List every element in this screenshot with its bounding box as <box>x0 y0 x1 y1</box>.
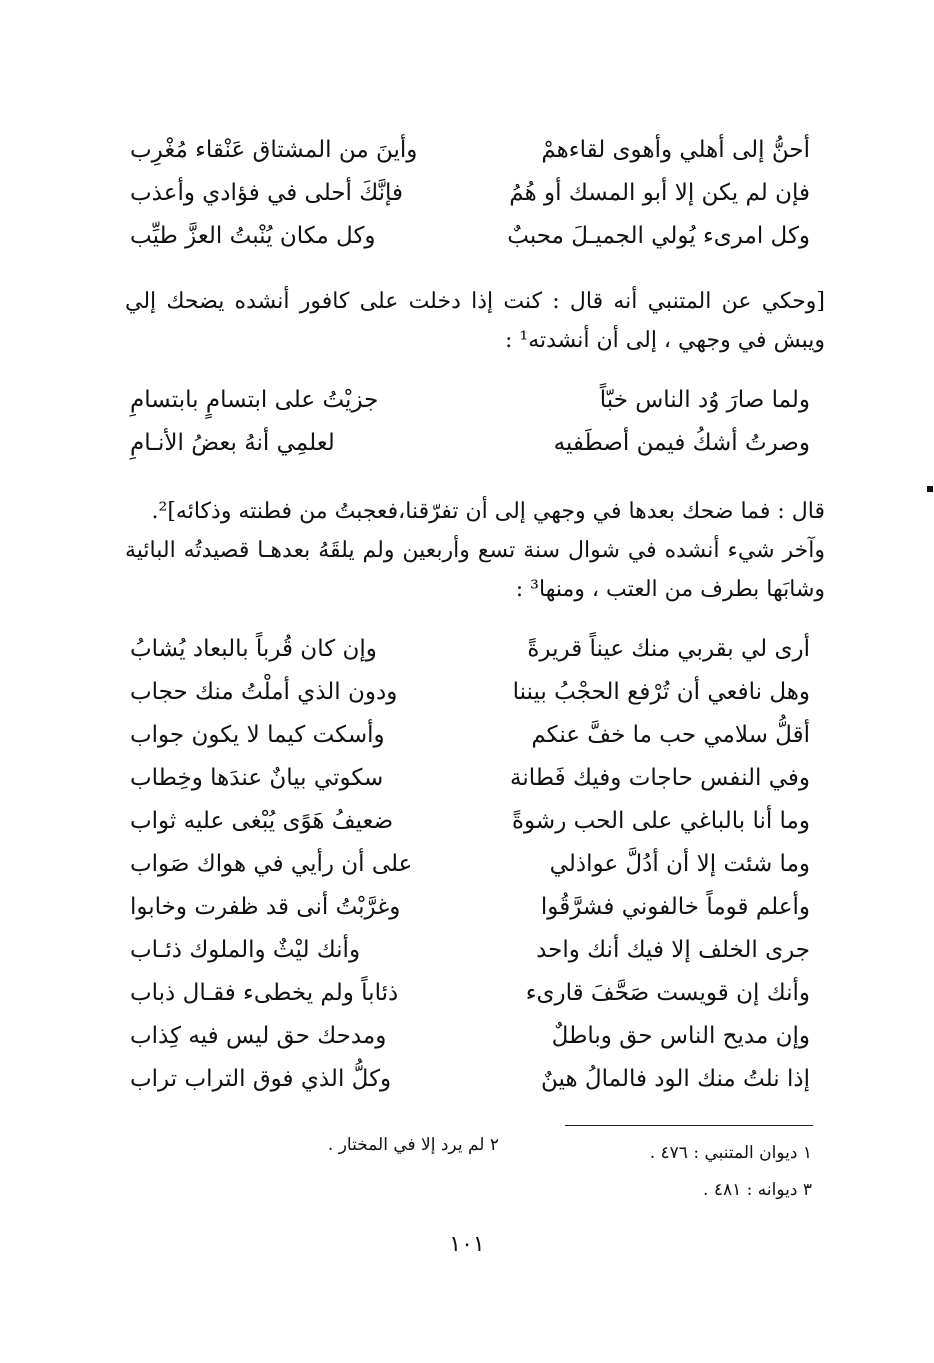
verse-second-hemistich: جزيْتُ على ابتسامٍ بابتسامِ <box>130 386 379 413</box>
verse-second-hemistich: وإن كان قُرباً بالبعاد يُشابُ <box>130 635 377 662</box>
verse-first-hemistich: وأنك إن قويست صَحَّفَ قارىء <box>525 979 810 1006</box>
verse-first-hemistich: وفي النفس حاجات وفيك فَطانة <box>510 764 810 791</box>
verse-second-hemistich: ومدحك حق ليس فيه كِذاب <box>130 1022 387 1049</box>
verse-second-hemistich: وكلُّ الذي فوق التراب تراب <box>130 1065 392 1092</box>
verse-first-hemistich: وأعلم قوماً خالفوني فشرَّقُوا <box>540 893 810 920</box>
prose-text: قال : فما ضحك بعدها في وجهي إلى أن تفرّقنا،فعجبتُ من فطنته وذكائه]². <box>151 499 825 524</box>
verse-second-hemistich: لعلمِي أنهُ بعضُ الأنـامِ <box>130 429 335 456</box>
verse-first-hemistich: أحنُّ إلى أهلي وأهوى لقاءهمْ <box>541 136 810 163</box>
verse-line <box>130 214 810 257</box>
verse-first-hemistich: وكل امرىء يُولي الجميـلَ محببٌ <box>507 222 810 249</box>
verse-line <box>130 756 810 799</box>
verse-second-hemistich: فإنَّكَ أحلى في فؤادي وأعذب <box>130 179 404 206</box>
verse-second-hemistich: وكل مكان يُنْبتُ العزَّ طيِّب <box>130 222 376 249</box>
verse-first-hemistich: وما أنا بالباغي على الحب رشوةً <box>511 807 810 834</box>
verse-line <box>130 799 810 842</box>
verse-second-hemistich: وأينَ من المشتاق عَنْقاء مُغْرِب <box>130 136 418 163</box>
poem-block-3 <box>130 627 810 1100</box>
verse-first-hemistich: أقلُّ سلامي حب ما خفَّ عنكم <box>531 721 810 748</box>
verse-line <box>130 1057 810 1100</box>
poem-block-1 <box>130 128 810 257</box>
verse-line <box>130 627 810 670</box>
verse-second-hemistich: وغرَّبْتُ أنى قد ظفرت وخابوا <box>130 893 401 920</box>
verse-line <box>130 928 810 971</box>
verse-line <box>130 842 810 885</box>
verse-first-hemistich: أرى لي بقربي منك عيناً قريرةً <box>527 635 810 662</box>
verse-first-hemistich: وما شئت إلا أن أدُلَّ عواذلي <box>549 850 810 877</box>
prose-paragraph-2 <box>125 492 825 609</box>
verse-line <box>130 971 810 1014</box>
verse-line <box>130 885 810 928</box>
verse-first-hemistich: ولما صارَ وُد الناس خبّاً <box>599 386 810 413</box>
verse-second-hemistich: سكوتي بيانٌ عندَها وخِطاب <box>130 764 384 791</box>
footnote-divider <box>565 1125 813 1126</box>
verse-line <box>130 421 810 464</box>
verse-line <box>130 713 810 756</box>
verse-first-hemistich: وهل نافعي أن تُرْفع الحجْبُ بيننا <box>512 678 810 705</box>
verse-line <box>130 378 810 421</box>
prose-paragraph-1 <box>125 282 825 360</box>
verse-line <box>130 128 810 171</box>
verse-second-hemistich: ضعيفُ هَوًى يُبْغى عليه ثواب <box>130 807 394 834</box>
page-number: ١٠١ <box>449 1232 485 1257</box>
verse-second-hemistich: ذئاباً ولم يخطىء فقـال ذباب <box>130 979 399 1006</box>
verse-second-hemistich: وأسكت كيما لا يكون جواب <box>130 721 385 748</box>
margin-mark <box>927 486 933 492</box>
prose-text: [وحكي عن المتنبي أنه قال : كنت إذا دخلت على كافور أنشده يضحك إلي ويبش في وجهي ، إلى أن أنشدته¹ : <box>125 289 825 353</box>
verse-second-hemistich: وأنك ليْثٌ والملوك ذئـاب <box>130 936 361 963</box>
footnote-1: ١ ديوان المتنبي : ٤٧٦ . <box>649 1143 812 1163</box>
prose-text: وآخر شيء أنشده في شوال سنة تسع وأربعين ولم يلقَهُ بعدهـا قصيدتُه البائية وشابَها بطرف من العتب ، ومنها³ : <box>125 538 825 602</box>
verse-first-hemistich: وإن مديح الناس حق وباطلٌ <box>551 1022 810 1049</box>
verse-first-hemistich: فإن لم يكن إلا أبو المسك أو هُمُ <box>509 179 810 206</box>
poem-block-2 <box>130 378 810 464</box>
verse-line <box>130 1014 810 1057</box>
footnote-3: ٣ ديوانه : ٤٨١ . <box>703 1180 812 1200</box>
verse-line <box>130 171 810 214</box>
verse-second-hemistich: على أن رأيي في هواك صَواب <box>130 850 413 877</box>
verse-second-hemistich: ودون الذي أملْتُ منك حجاب <box>130 678 398 705</box>
verse-first-hemistich: وصرتُ أشكُ فيمن أصطَفيه <box>553 429 810 456</box>
footnote-2: ٢ لم يرد إلا في المختار . <box>327 1135 499 1155</box>
verse-line <box>130 670 810 713</box>
verse-first-hemistich: إذا نلتُ منك الود فالمالُ هينٌ <box>541 1065 810 1092</box>
verse-first-hemistich: جرى الخلف إلا فيك أنك واحد <box>536 936 810 963</box>
